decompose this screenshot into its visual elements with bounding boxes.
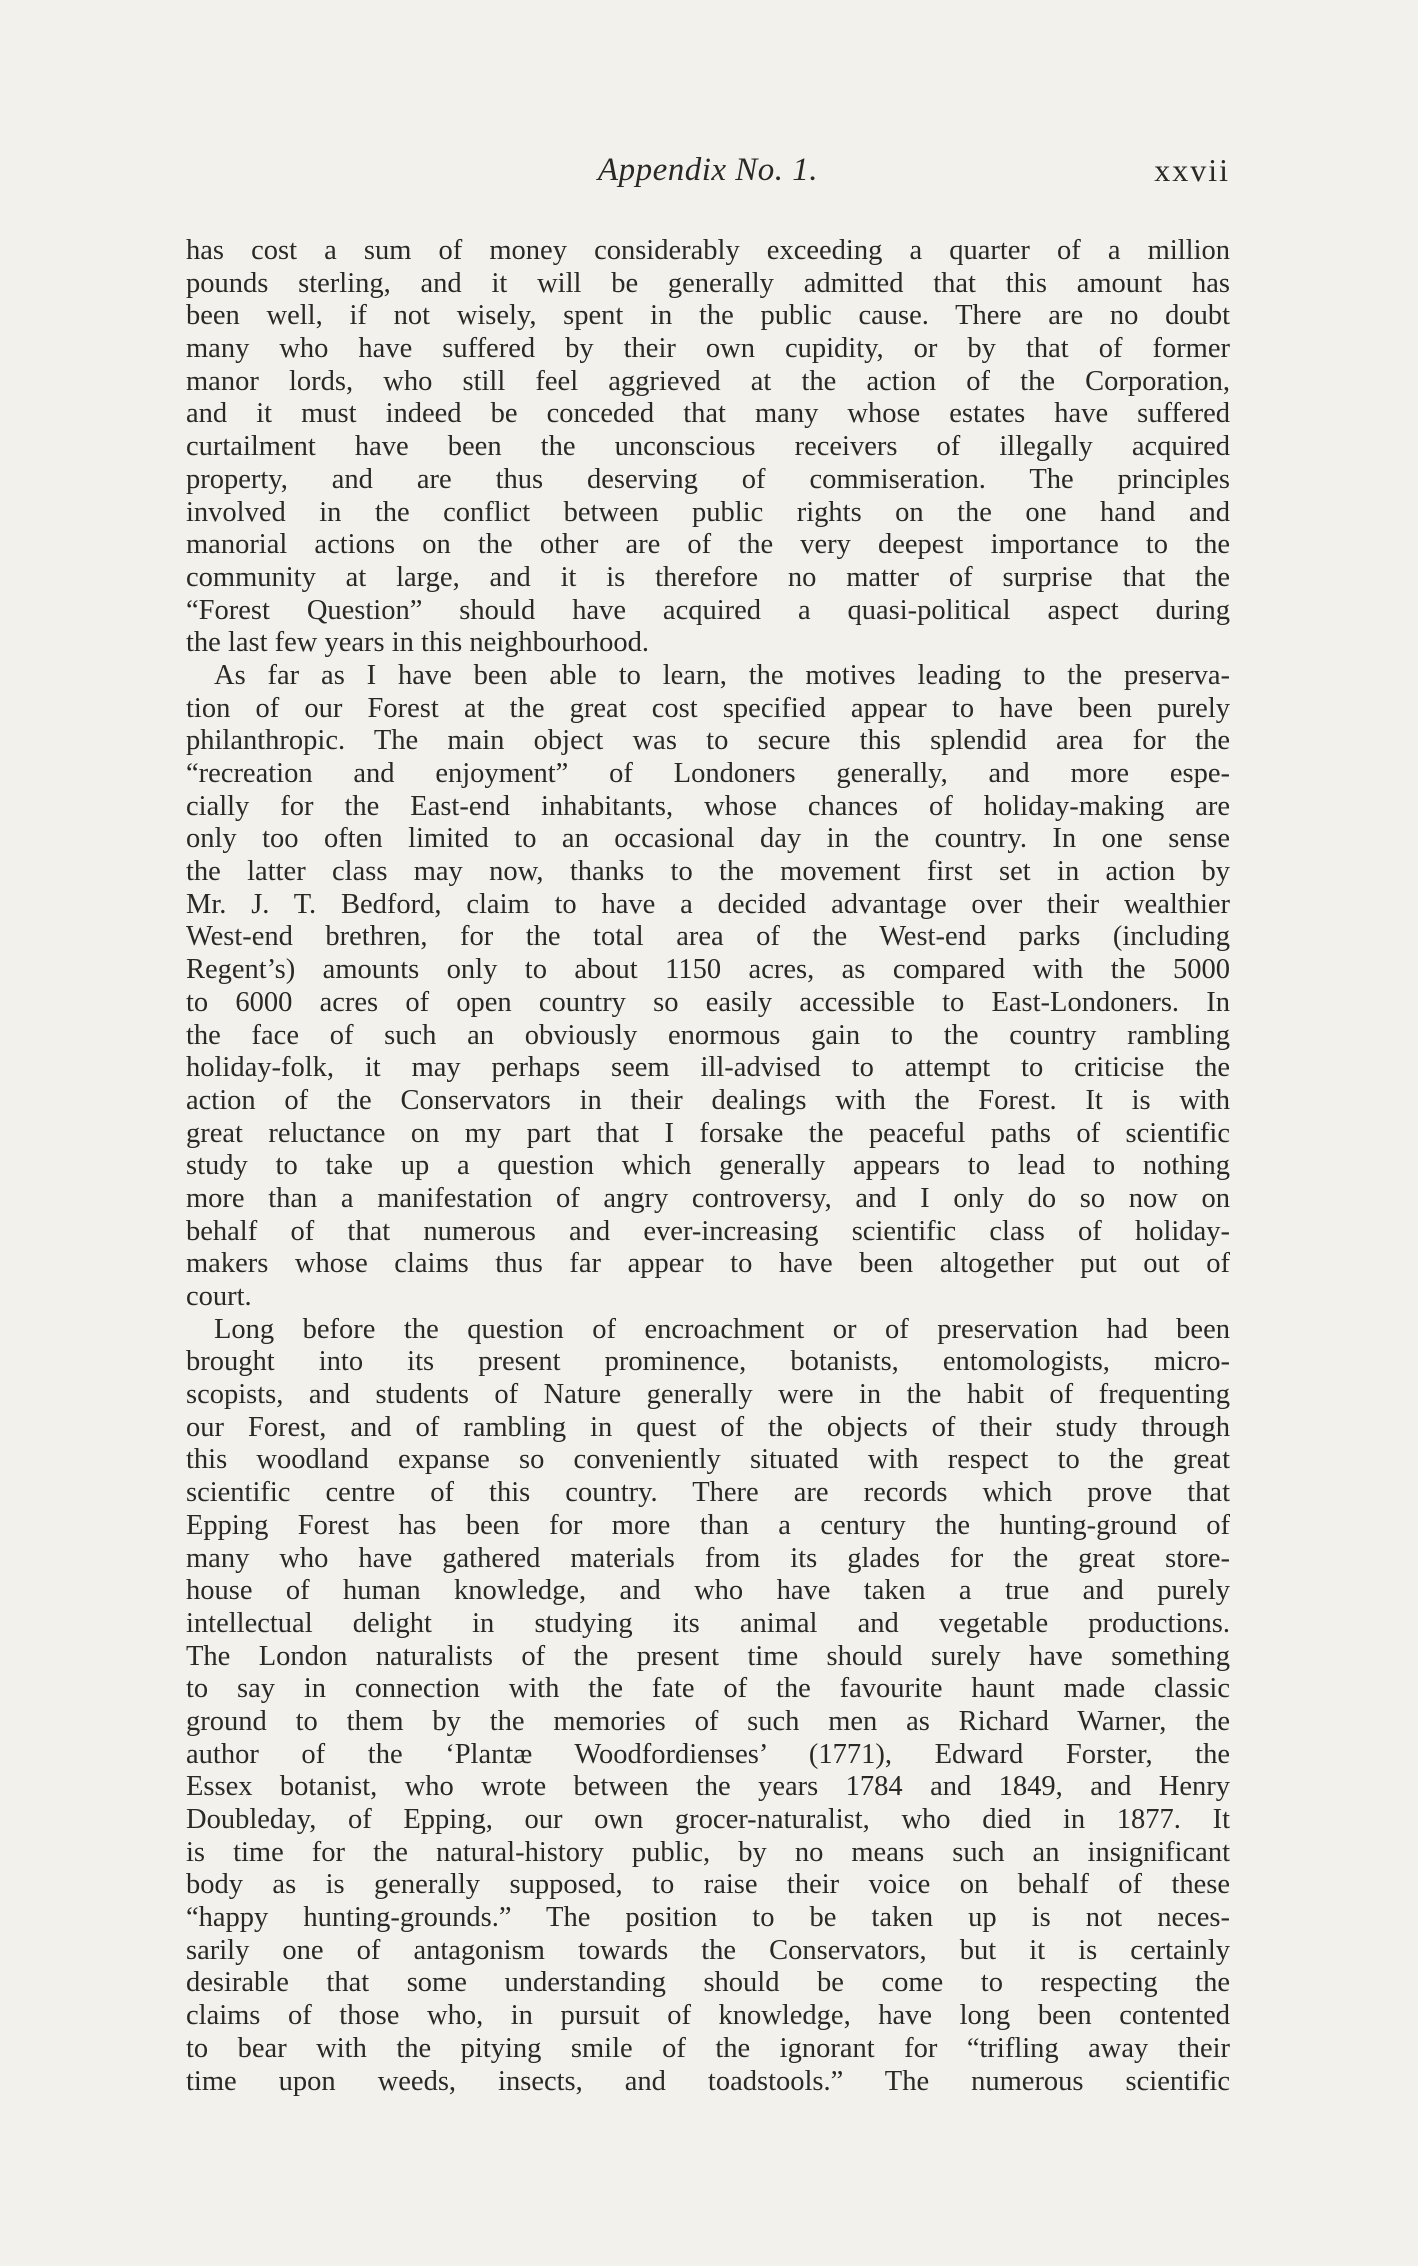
text-line: claims of those who, in pursuit of knowledge, have long been contented <box>186 2000 1230 2032</box>
text-line: has cost a sum of money considerably exceeding a quarter of a million <box>186 235 1230 266</box>
text-line: makers whose claims thus far appear to have been altogether put out of <box>186 1248 1230 1280</box>
text-line: pounds sterling, and it will be generally admitted that this amount has <box>186 267 1230 299</box>
text-line: scientific centre of this country. There are records which prove that <box>186 1477 1230 1509</box>
text-line: many who have suffered by their own cupidity, or by that of former <box>186 333 1230 365</box>
text-line: As far as I have been able to learn, the motives leading to the preserva- <box>214 659 1230 691</box>
text-line: “Forest Question” should have acquired a quasi-political aspect during <box>186 594 1230 626</box>
text-line: Long before the question of encroachment or of preservation had been <box>214 1313 1230 1345</box>
text-line: to bear with the pitying smile of the ignorant for “trifling away their <box>186 2032 1230 2064</box>
text-line: author of the ‘Plantæ Woodfordienses’ (1771), Edward Forster, the <box>186 1738 1230 1770</box>
text-line: sarily one of antagonism towards the Conservators, but it is certainly <box>186 1934 1230 1966</box>
text-line: the face of such an obviously enormous gain to the country rambling <box>186 1019 1230 1051</box>
text-line: community at large, and it is therefore no matter of surprise that the <box>186 561 1230 593</box>
text-line: to say in connection with the fate of the favourite haunt made classic <box>186 1673 1230 1705</box>
text-line: study to take up a question which generally appears to lead to nothing <box>186 1150 1230 1182</box>
text-line: curtailment have been the unconscious receivers of illegally acquired <box>186 431 1230 463</box>
text-line: holiday-folk, it may perhaps seem ill-advised to attempt to criticise the <box>186 1052 1230 1084</box>
text-line: the last few years in this neighbourhood. <box>186 627 650 659</box>
text-line: great reluctance on my part that I forsake the peaceful paths of scientific <box>186 1117 1230 1149</box>
text-line: court. <box>186 1281 252 1312</box>
text-line: Regent’s) amounts only to about 1150 acres, as compared with the 5000 <box>186 954 1230 986</box>
text-line: “happy hunting-grounds.” The position to be taken up is not neces- <box>186 1902 1230 1934</box>
text-line: our Forest, and of rambling in quest of the objects of their study through <box>186 1411 1230 1443</box>
text-line: been well, if not wisely, spent in the public cause. There are no doubt <box>186 300 1230 332</box>
text-line: brought into its present prominence, botanists, entomologists, micro- <box>186 1346 1230 1378</box>
text-line: Essex botanist, who wrote between the years 1784 and 1849, and Henry <box>186 1771 1230 1803</box>
text-line: and it must indeed be conceded that many whose estates have suffered <box>186 398 1230 430</box>
running-head <box>186 152 1230 202</box>
text-line: only too often limited to an occasional day in the country. In one sense <box>186 823 1230 855</box>
text-line: manorial actions on the other are of the very deepest importance to the <box>186 529 1230 561</box>
text-line: scopists, and students of Nature generally were in the habit of frequenting <box>186 1379 1230 1411</box>
text-line: many who have gathered materials from its glades for the great store- <box>186 1542 1230 1574</box>
text-line: Doubleday, of Epping, our own grocer-naturalist, who died in 1877. It <box>186 1804 1230 1835</box>
text-line: is time for the natural-history public, by no means such an insignificant <box>186 1836 1230 1868</box>
text-line: property, and are thus deserving of commiseration. The principles <box>186 463 1230 495</box>
text-line: West-end brethren, for the total area of the West-end parks (including <box>186 921 1230 953</box>
text-line: desirable that some understanding should be come to respecting the <box>186 1967 1230 1999</box>
text-line: Mr. J. T. Bedford, claim to have a decided advantage over their wealthier <box>186 888 1230 920</box>
text-line: cially for the East-end inhabitants, whose chances of holiday-making are <box>186 790 1230 822</box>
text-line: tion of our Forest at the great cost specified appear to have been purely <box>186 692 1230 724</box>
text-line: action of the Conservators in their dealings with the Forest. It is with <box>186 1084 1230 1116</box>
text-line: time upon weeds, insects, and toadstools.” The numerous scientific <box>186 2065 1230 2097</box>
body-text <box>186 235 1230 2098</box>
text-line: philanthropic. The main object was to secure this splendid area for the <box>186 725 1230 757</box>
text-line: to 6000 acres of open country so easily accessible to East-Londoners. In <box>186 986 1230 1018</box>
running-title: Appendix No. 1. <box>597 152 819 188</box>
text-line: “recreation and enjoyment” of Londoners generally, and more espe- <box>186 758 1230 789</box>
text-line: body as is generally supposed, to raise their voice on behalf of these <box>186 1869 1230 1901</box>
text-line: behalf of that numerous and ever-increasing scientific class of holiday- <box>186 1215 1230 1247</box>
text-line: involved in the conflict between public rights on the one hand and <box>186 496 1230 528</box>
text-line: intellectual delight in studying its animal and vegetable productions. <box>186 1607 1230 1639</box>
text-line: more than a manifestation of angry controversy, and I only do so now on <box>186 1182 1230 1214</box>
text-line: manor lords, who still feel aggrieved at the action of the Corporation, <box>186 365 1230 397</box>
text-line: this woodland expanse so conveniently situated with respect to the great <box>186 1444 1230 1476</box>
text-line: the latter class may now, thanks to the movement first set in action by <box>186 856 1230 888</box>
text-line: Epping Forest has been for more than a century the hunting-ground of <box>186 1509 1230 1541</box>
page-number: xxvii <box>1154 152 1230 188</box>
text-line: house of human knowledge, and who have taken a true and purely <box>186 1575 1230 1607</box>
text-line: ground to them by the memories of such men as Richard Warner, the <box>186 1705 1230 1737</box>
text-line: The London naturalists of the present time should surely have something <box>186 1640 1230 1672</box>
